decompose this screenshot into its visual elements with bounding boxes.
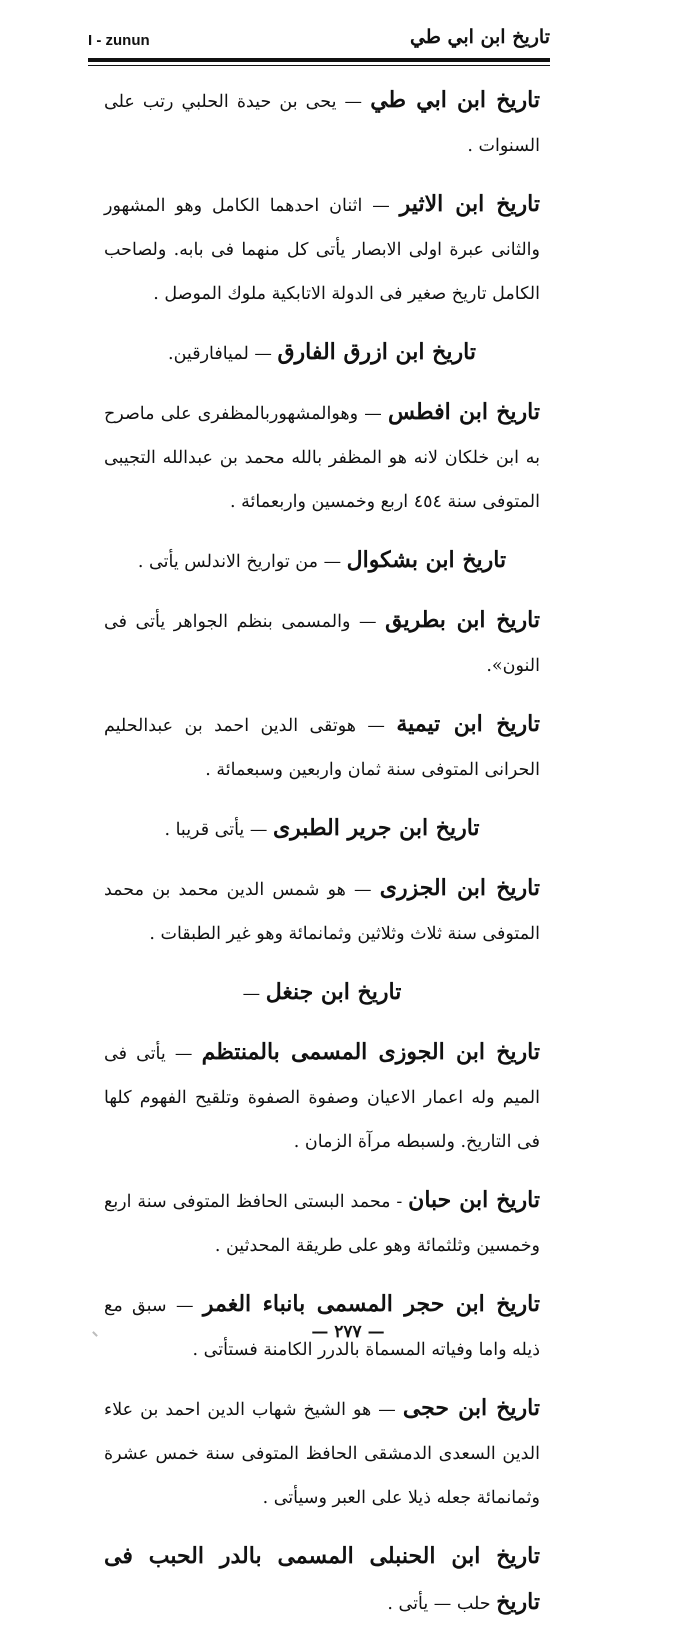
- entry-title: تاريخ ابن بطريق: [385, 607, 540, 633]
- entry-ibn-batriq: [104, 598, 540, 688]
- header-left-label: I - zunun: [88, 32, 150, 49]
- header-rule-thick: [88, 58, 550, 62]
- entry-text: — من تواريخ الاندلس يأتى .: [137, 552, 342, 572]
- entry-ibn-bashkuwal: [104, 538, 540, 584]
- page-header: [88, 26, 550, 58]
- entry-text: — هو الشيخ شهاب الدين احمد بن علاء الدين السعدى الدمشقى الحافظ المتوفى سنة خمس عشرة وثمانمائة جعله ذيلا على العبر وسيأتى .: [104, 1400, 540, 1508]
- entry-ibn-hijji: [104, 1386, 540, 1520]
- entry-ibn-jarir: [104, 806, 540, 852]
- entry-text: — هو شمس الدين محمد بن محمد المتوفى سنة ثلاث وثلاثين وثمانمائة وهو غير الطبقات .: [104, 880, 540, 944]
- entry-title: تاريخ ابن جرير الطبرى: [272, 815, 480, 841]
- entry-text: — هوتقى الدين احمد بن عبدالحليم الحرانى المتوفى سنة ثمان واربعين وسبعمائة .: [104, 716, 540, 780]
- entry-title: تاريخ ابن حبان: [408, 1187, 540, 1213]
- entries-list: [104, 78, 540, 1640]
- entry-text: حلب — يأتى .: [387, 1594, 491, 1614]
- entry-ibn-hibban: [104, 1178, 540, 1268]
- entry-text: — لميافارقين.: [168, 344, 272, 364]
- entry-title: تاريخ ابن الاثير: [399, 191, 540, 217]
- entry-text: — يأتى فى الميم وله اعمار الاعيان وصفوة الصفوة وتلقيح الفهوم كلها فى التاريخ. ولسبطه مرآة الزمان .: [104, 1044, 540, 1152]
- entry-title: تاريخ ابن حجى: [402, 1395, 540, 1421]
- entry-title: تاريخ ابن بشكوال: [346, 547, 507, 573]
- entry-ibn-taymiyya: [104, 702, 540, 792]
- entry-ibn-al-hanbali: [104, 1534, 540, 1626]
- entry-text: — والمسمى بنظم الجواهر يأتى فى النون».: [104, 612, 540, 676]
- entry-text: —: [242, 984, 261, 1004]
- entry-title: تاريخ ابن الجوزى المسمى بالمنتظم: [201, 1039, 540, 1065]
- entry-text: — وهوالمشهوربالمظفرى على ماصرح به ابن خلكان لانه هو المظفر بالله محمد بن عبدالله التجيبى المتوفى سنة ٤٥٤ اربع وخمسين واربعمائة .: [104, 404, 540, 512]
- entry-ibn-al-jazari: [104, 866, 540, 956]
- entry-title: تاريخ ابن الجزرى: [379, 875, 540, 901]
- entry-text: - محمد البستى الحافظ المتوفى سنة اربع وخمسين وثلثمائة وهو على طريقة المحدثين .: [104, 1192, 540, 1256]
- entry-title: تاريخ ابن افطس: [387, 399, 540, 425]
- page-number: — ٢٧٧ —: [311, 1322, 385, 1342]
- entry-title: تاريخ ابن تيمية: [396, 711, 540, 737]
- entry-title: تاريخ ابن ابي طي: [370, 87, 540, 113]
- entry-text: — اثنان احدهما الكامل وهو المشهور والثانى عبرة اولى الابصار يأتى كل منهما فى بابه. ولصاحب الكامل تاريخ صغير فى الدولة الاتابكية ملوك الموصل .: [104, 196, 540, 304]
- entry-ibn-al-athir: [104, 182, 540, 316]
- entry-title: تاريخ ابن الحنبلى المسمى بالدر الحبب فى تاريخ: [104, 1543, 540, 1615]
- entry-ibn-al-jawzi: [104, 1030, 540, 1164]
- entry-title: تاريخ ابن ازرق الفارق: [277, 339, 476, 365]
- entry-ibn-abi-tayy: [104, 78, 540, 168]
- entry-ibn-aftas: [104, 390, 540, 524]
- header-running-title: تاريخ ابن ابي طي: [409, 26, 550, 48]
- entry-title: تاريخ ابن حجر المسمى بانباء الغمر: [202, 1291, 540, 1317]
- entry-ibn-azraq: [104, 330, 540, 376]
- entry-ibn-janghal: [104, 970, 540, 1016]
- entry-text: — يأتى قريبا .: [164, 820, 268, 840]
- entry-title: تاريخ ابن جنغل: [265, 979, 402, 1005]
- entry-text: — سبق مع ذيله واما وفياته المسماة بالدرر الكامنة فستأتى .: [104, 1296, 540, 1360]
- entry-text: — يحى بن حيدة الحلبي رتب على السنوات .: [104, 92, 540, 156]
- header-rule-thin: [88, 65, 550, 66]
